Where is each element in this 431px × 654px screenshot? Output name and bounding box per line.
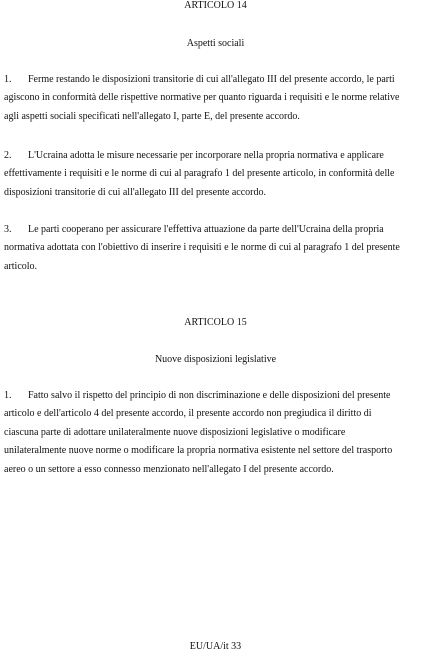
paragraph-number: 2. [4,150,12,161]
article-14-heading: ARTICOLO 14 [184,0,247,11]
paragraph-text-line: unilateralmente nuove norme o modificare la propria normativa esistente nel settore del trasporto [4,445,393,456]
paragraph-text-line: agiscono in conformità delle rispettive normative per quanto riguarda i requisiti e le norme relative [4,92,400,103]
paragraph-text-line: normativa adottata con l'obiettivo di inserire i requisiti e le norme di cui al paragrafo 1 del presente [4,242,400,253]
article-15-heading: ARTICOLO 15 [184,317,247,328]
paragraph-number: 1. [4,74,12,85]
paragraph-text-line: effettivamente i requisiti e le norme di cui al paragrafo 1 del presente articolo, in conformità delle [4,168,395,179]
paragraph-text-line: aereo o un settore a esso connesso menzionato nell'allegato I del presente accordo. [4,464,334,475]
paragraph-text-line: articolo e dell'articolo 4 del presente accordo, il presente accordo non pregiudica il diritto di [4,408,372,419]
paragraph-number: 3. [4,224,12,235]
paragraph-text-line: Le parti cooperano per assicurare l'effettiva attuazione da parte dell'Ucraina della propria [28,224,384,235]
paragraph-text-line: Ferme restando le disposizioni transitorie di cui all'allegato III del presente accordo, le parti [28,74,395,85]
paragraph-text-line: articolo. [4,261,38,272]
article-15-title: Nuove disposizioni legislative [154,354,277,365]
paragraph-text-line: L'Ucraina adotta le misure necessarie per incorporare nella propria normativa e applicare [28,150,384,161]
paragraph-text-line: Fatto salvo il rispetto del principio di non discriminazione e delle disposizioni del presente [28,390,391,401]
paragraph-text-line: disposizioni transitorie di cui all'allegato III del presente accordo. [4,187,266,198]
page-footer: EU/UA/it 33 [189,641,242,652]
paragraph-text-line: ciascuna parte di adottare unilateralmente nuove disposizioni legislative o modificare [4,427,346,438]
article-14-title: Aspetti sociali [186,38,245,49]
paragraph-number: 1. [4,390,12,401]
paragraph-text-line: agli aspetti sociali specificati nell'allegato I, parte E, del presente accordo. [4,111,300,122]
